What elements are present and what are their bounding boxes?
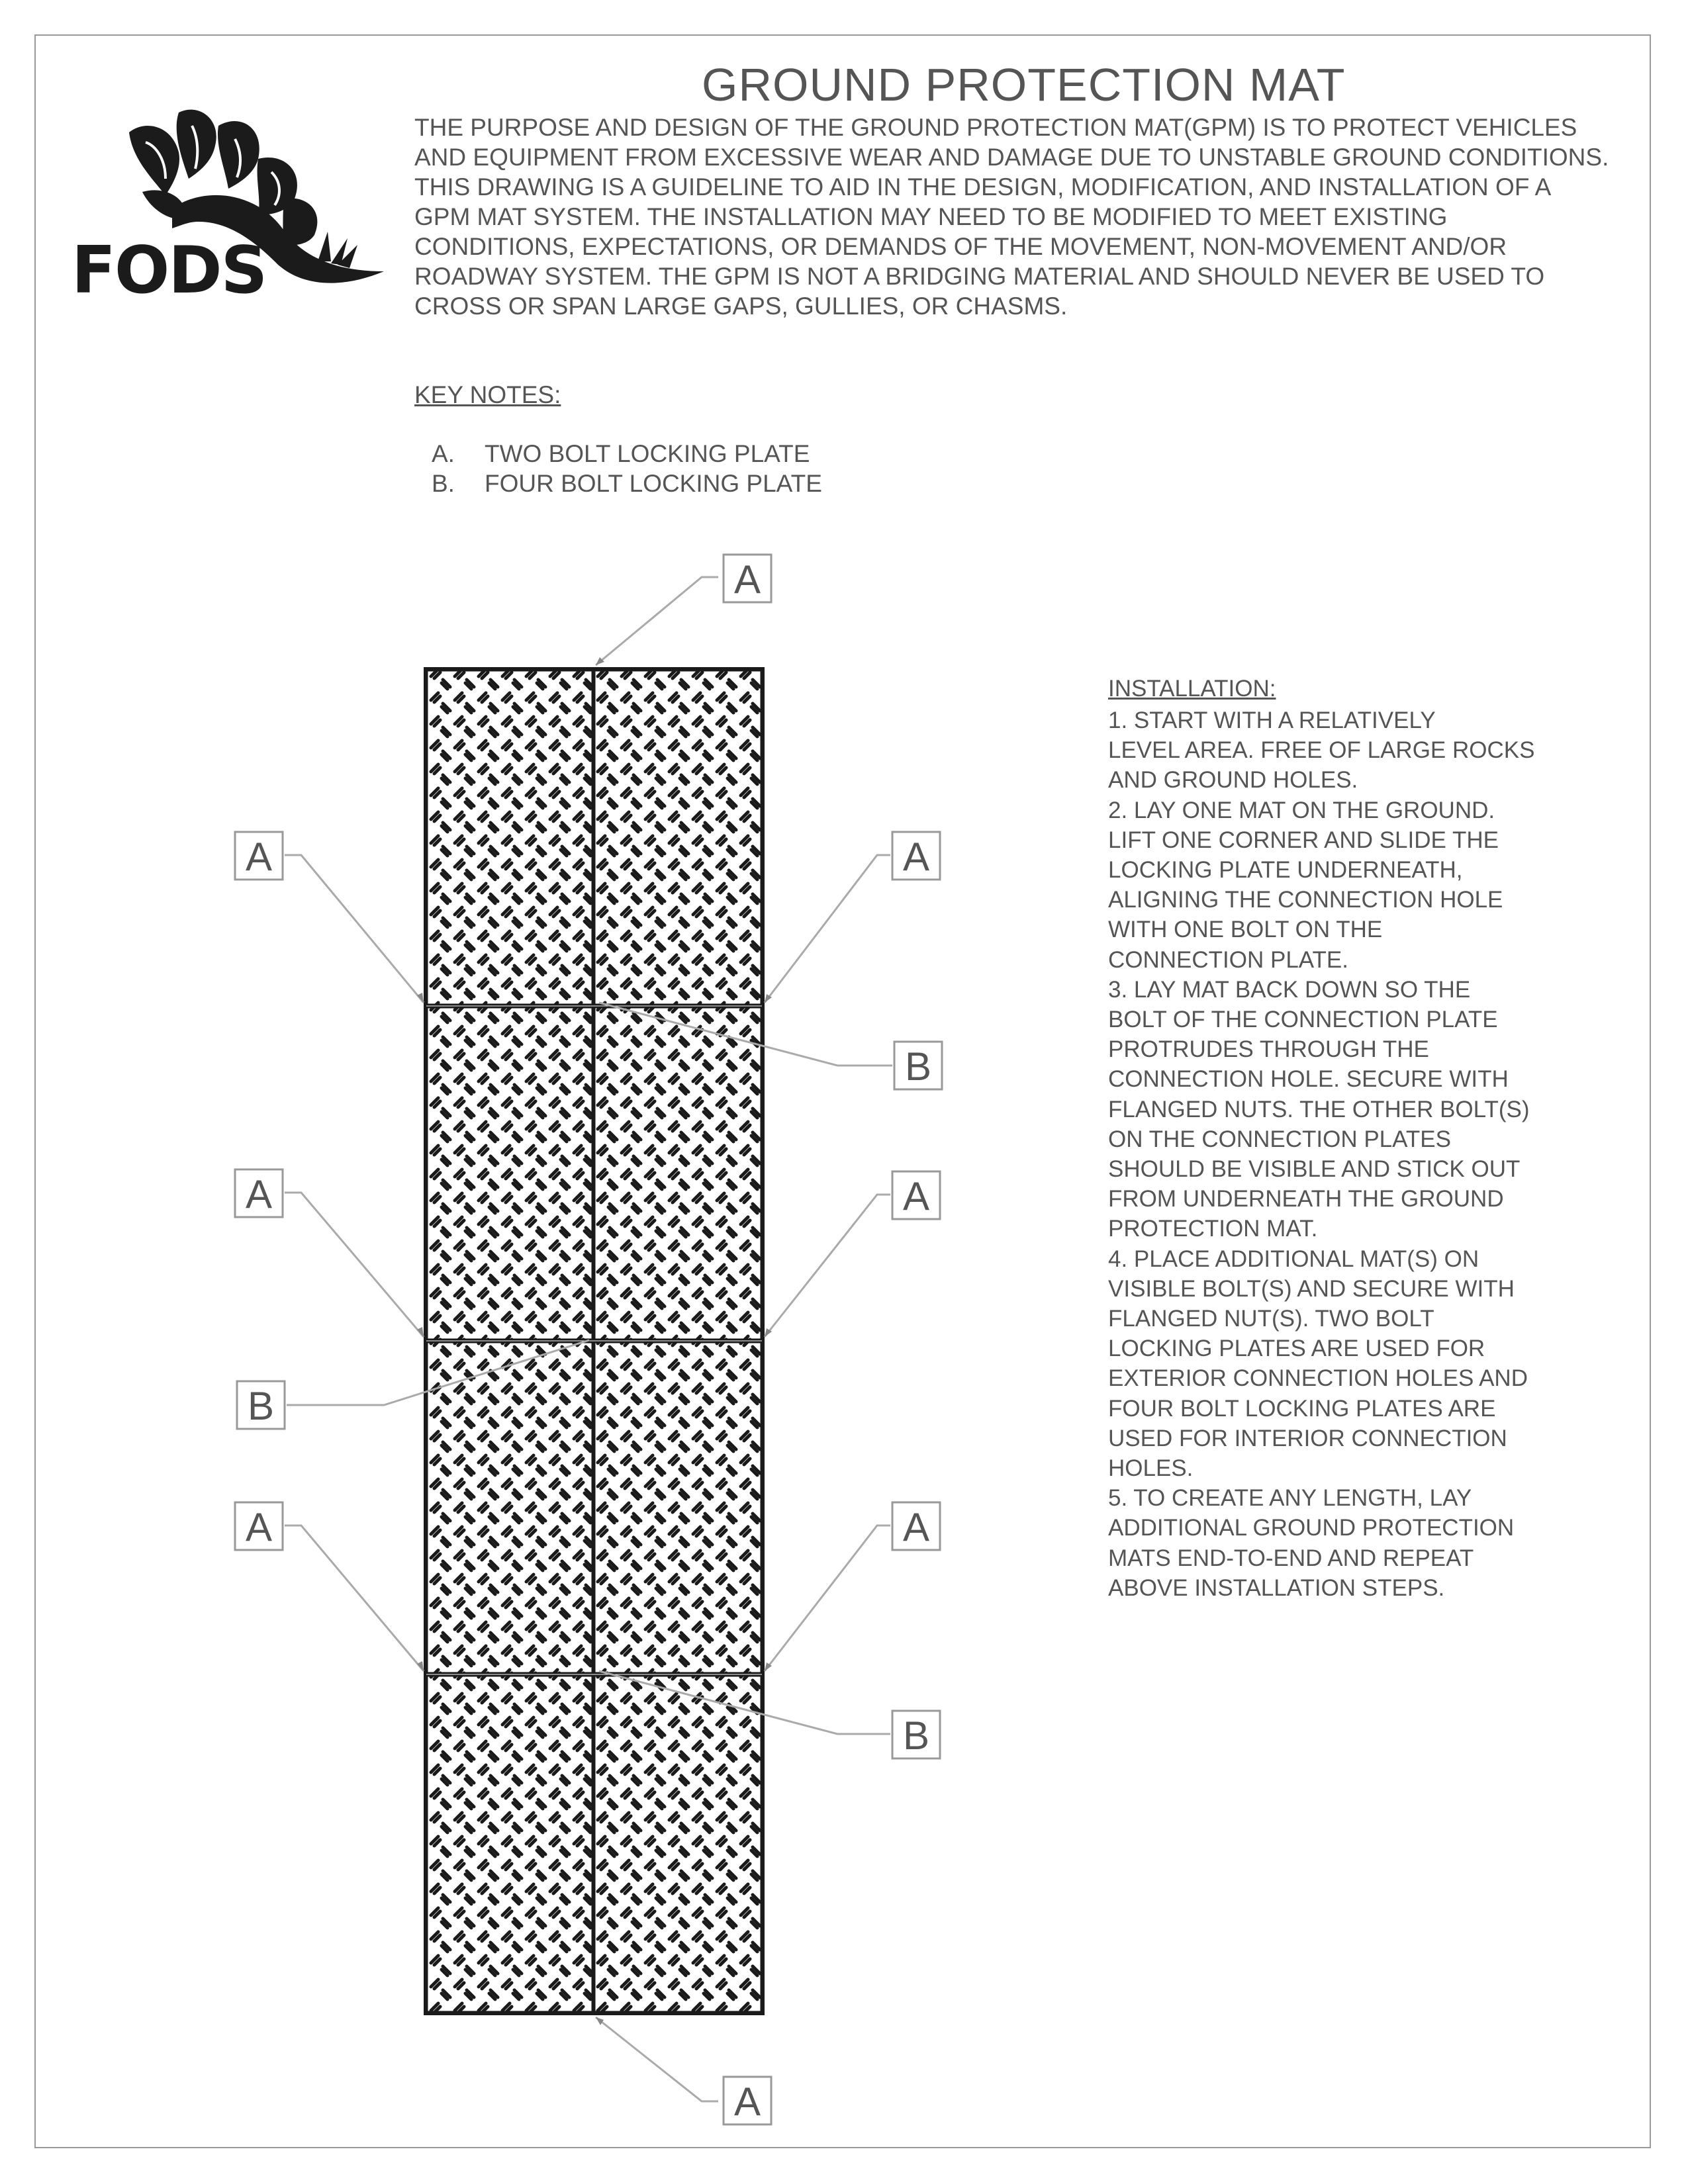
installation-line: 4. PLACE ADDITIONAL MAT(S) ON <box>1108 1246 1479 1272</box>
callout-letter: B <box>904 1044 932 1089</box>
callout-tag <box>237 1381 285 1429</box>
purpose-line: THE PURPOSE AND DESIGN OF THE GROUND PROTECTION MAT(GPM) IS TO PROTECT VEHICLES <box>414 114 1577 141</box>
mat-panel <box>594 1342 761 1673</box>
callout-letter: B <box>247 1384 275 1428</box>
leader-line <box>765 1525 890 1671</box>
installation-heading: INSTALLATION: <box>1108 676 1276 702</box>
installation-line: FLANGED NUTS. THE OTHER BOLT(S) <box>1108 1096 1530 1122</box>
installation-line: AND GROUND HOLES. <box>1108 767 1358 794</box>
mat-panel <box>427 1676 592 2012</box>
mat-panel <box>594 1676 761 2012</box>
callout-tag <box>894 1042 942 1089</box>
callout-letter: A <box>245 835 273 879</box>
callout-letter: A <box>902 835 930 879</box>
key-notes-heading: KEY NOTES: <box>414 381 561 408</box>
installation-line: LIFT ONE CORNER AND SLIDE THE <box>1108 827 1499 853</box>
installation-line: LOCKING PLATE UNDERNEATH, <box>1108 857 1463 884</box>
key-note-letter: B. <box>432 470 455 497</box>
callout-letter: A <box>902 1174 930 1218</box>
installation-line: ON THE CONNECTION PLATES <box>1108 1126 1451 1152</box>
callout-letter: A <box>245 1505 273 1549</box>
key-note-text: TWO BOLT LOCKING PLATE <box>485 440 810 467</box>
leader-line <box>596 2017 718 2101</box>
installation-line: USED FOR INTERIOR CONNECTION <box>1108 1425 1507 1451</box>
callout-letter: B <box>902 1713 930 1758</box>
mat-panel <box>427 1007 592 1340</box>
arrowhead <box>417 1661 424 1671</box>
callout-letter: A <box>733 557 761 602</box>
purpose-line: THIS DRAWING IS A GUIDELINE TO AID IN THE DESIGN, MODIFICATION, AND INSTALLATION OF A <box>414 173 1552 201</box>
installation-line: ADDITIONAL GROUND PROTECTION <box>1108 1515 1515 1541</box>
installation-line: MATS END-TO-END AND REPEAT <box>1108 1545 1474 1571</box>
leader-line <box>285 1525 424 1671</box>
purpose-line: CONDITIONS, EXPECTATIONS, OR DEMANDS OF THE MOVEMENT, NON-MOVEMENT AND/OR <box>414 233 1507 260</box>
installation-line: EXTERIOR CONNECTION HOLES AND <box>1108 1365 1528 1392</box>
arrowhead <box>417 993 424 1003</box>
mat-panel <box>427 670 592 1005</box>
installation-line: FOUR BOLT LOCKING PLATES ARE <box>1108 1395 1496 1422</box>
installation-line: CONNECTION PLATE. <box>1108 946 1349 973</box>
arrowhead <box>596 2017 604 2025</box>
logo-wordmark: FODS <box>71 233 267 308</box>
mat-panels <box>425 668 763 2014</box>
mat-panel <box>594 1007 761 1340</box>
callout-tag <box>235 1502 283 1550</box>
callout-tag <box>724 2077 771 2124</box>
mat-panel <box>594 670 761 1005</box>
installation-line: ALIGNING THE CONNECTION HOLE <box>1108 887 1503 913</box>
purpose-line: CROSS OR SPAN LARGE GAPS, GULLIES, OR CHASMS. <box>414 293 1068 320</box>
callout-tag <box>892 1502 940 1550</box>
installation-line: PROTECTION MAT. <box>1108 1216 1318 1242</box>
mat-panel <box>427 1342 592 1673</box>
callout-tag <box>892 1171 940 1219</box>
purpose-line: ROADWAY SYSTEM. THE GPM IS NOT A BRIDGING MATERIAL AND SHOULD NEVER BE USED TO <box>414 263 1545 290</box>
callout-tag <box>892 832 940 880</box>
leader-line <box>765 855 890 1003</box>
purpose-line: GPM MAT SYSTEM. THE INSTALLATION MAY NEED TO BE MODIFIED TO MEET EXISTING <box>414 203 1448 230</box>
installation-line: PROTRUDES THROUGH THE <box>1108 1036 1429 1063</box>
installation-line: BOLT OF THE CONNECTION PLATE <box>1108 1007 1498 1033</box>
installation-line: CONNECTION HOLE. SECURE WITH <box>1108 1066 1509 1093</box>
installation-line: 1. START WITH A RELATIVELY <box>1108 707 1436 733</box>
leader-line <box>285 855 424 1003</box>
page-title: GROUND PROTECTION MAT <box>702 59 1346 111</box>
callout-letter: A <box>733 2079 761 2124</box>
callout-tag <box>724 555 771 602</box>
installation-line: LEVEL AREA. FREE OF LARGE ROCKS <box>1108 737 1535 764</box>
installation-line: 5. TO CREATE ANY LENGTH, LAY <box>1108 1485 1472 1512</box>
key-note-letter: A. <box>432 440 455 467</box>
installation-line: HOLES. <box>1108 1455 1194 1482</box>
key-note-text: FOUR BOLT LOCKING PLATE <box>485 470 822 497</box>
callout-letter: A <box>245 1172 273 1216</box>
callout-tag <box>892 1711 940 1758</box>
leader-line <box>765 1195 890 1337</box>
installation-line: SHOULD BE VISIBLE AND STICK OUT <box>1108 1156 1521 1183</box>
installation-line: ABOVE INSTALLATION STEPS. <box>1108 1574 1445 1601</box>
leader-line <box>285 1193 424 1337</box>
installation-line: VISIBLE BOLT(S) AND SECURE WITH <box>1108 1275 1515 1302</box>
callout-tag <box>235 1169 283 1217</box>
installation-line: LOCKING PLATES ARE USED FOR <box>1108 1336 1485 1362</box>
installation-line: FLANGED NUT(S). TWO BOLT <box>1108 1306 1434 1332</box>
callout-letter: A <box>902 1505 930 1549</box>
arrowhead <box>417 1327 424 1337</box>
installation-line: FROM UNDERNEATH THE GROUND <box>1108 1186 1504 1212</box>
installation-line: WITH ONE BOLT ON THE <box>1108 917 1383 943</box>
purpose-line: AND EQUIPMENT FROM EXCESSIVE WEAR AND DAMAGE DUE TO UNSTABLE GROUND CONDITIONS. <box>414 144 1609 171</box>
installation-line: 3. LAY MAT BACK DOWN SO THE <box>1108 976 1471 1003</box>
installation-line: 2. LAY ONE MAT ON THE GROUND. <box>1108 797 1495 823</box>
callout-tag <box>235 832 283 880</box>
leader-line <box>596 577 718 665</box>
